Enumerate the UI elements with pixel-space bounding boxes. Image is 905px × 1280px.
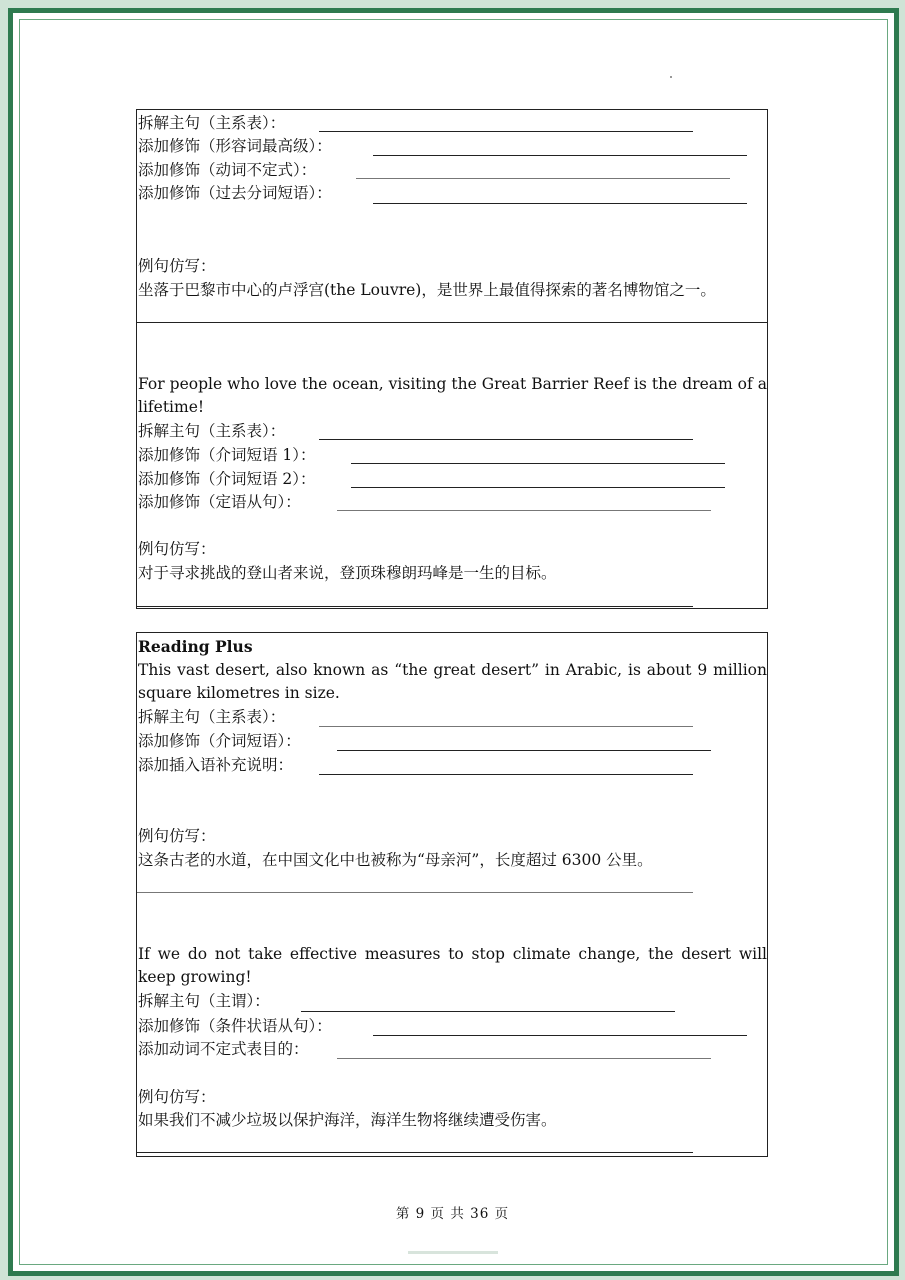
answer-blank[interactable] xyxy=(319,131,693,132)
prompt-line: 添加修饰（形容词最高级）： xyxy=(138,137,332,155)
answer-blank[interactable] xyxy=(337,1058,711,1059)
imitation-label: 例句仿写： xyxy=(138,827,216,845)
page-speck xyxy=(670,76,672,78)
prompt-line: 添加修饰（介词短语）： xyxy=(138,732,301,750)
prompt-line: 拆解主句（主系表）： xyxy=(138,708,286,726)
imitation-label: 例句仿写： xyxy=(138,1088,216,1106)
answer-blank[interactable] xyxy=(351,463,725,464)
answer-blank[interactable] xyxy=(373,155,747,156)
answer-blank[interactable] xyxy=(373,1035,747,1036)
prompt-line: 添加修饰（定语从句）： xyxy=(138,493,301,511)
prompt-line: 添加修饰（介词短语 1）： xyxy=(138,446,316,464)
answer-blank[interactable] xyxy=(337,750,711,751)
section-title: Reading Plus xyxy=(138,637,253,656)
prompt-line: 添加修饰（过去分词短语）： xyxy=(138,184,332,202)
answer-blank[interactable] xyxy=(319,726,693,727)
prompt-line: 添加插入语补充说明： xyxy=(138,756,294,774)
example-sentence: This vast desert, also known as “the great desert” in Arabic, is about 9 million square kilometres in size. xyxy=(138,661,767,702)
prompt-line: 拆解主句（主系表）： xyxy=(138,422,286,440)
prompt-line: 添加修饰（介词短语 2）： xyxy=(138,470,316,488)
answer-blank[interactable] xyxy=(351,487,725,488)
prompt-line: 拆解主句（主系表）： xyxy=(138,114,286,132)
imitation-sentence: 这条古老的水道，在中国文化中也被称为“母亲河”，长度超过 6300 公里。 xyxy=(138,851,653,869)
page-number: 第 9 页 共 36 页 xyxy=(395,1206,510,1222)
imitation-sentence: 坐落于巴黎市中心的卢浮宫(the Louvre)，是世界上最值得探索的著名博物馆之一。 xyxy=(138,281,716,299)
prompt-line: 添加修饰（条件状语从句）： xyxy=(138,1017,332,1035)
footer-smudge xyxy=(408,1251,498,1254)
answer-blank[interactable] xyxy=(337,510,711,511)
answer-blank[interactable] xyxy=(319,774,693,775)
example-sentence: For people who love the ocean, visiting the Great Barrier Reef is the dream of a lifetime! xyxy=(138,375,767,416)
answer-blank[interactable] xyxy=(373,203,747,204)
prompt-line: 添加动词不定式表目的： xyxy=(138,1040,309,1058)
example-sentence: If we do not take effective measures to stop climate change, the desert will keep growing! xyxy=(138,945,767,986)
answer-blank[interactable] xyxy=(137,892,693,893)
imitation-label: 例句仿写： xyxy=(138,540,216,558)
answer-blank[interactable] xyxy=(356,178,730,179)
answer-blank[interactable] xyxy=(319,439,693,440)
imitation-label: 例句仿写： xyxy=(138,257,216,275)
imitation-sentence: 对于寻求挑战的登山者来说，登顶珠穆朗玛峰是一生的目标。 xyxy=(138,564,557,582)
prompt-line: 添加修饰（动词不定式）： xyxy=(138,161,317,179)
imitation-sentence: 如果我们不减少垃圾以保护海洋，海洋生物将继续遭受伤害。 xyxy=(138,1111,557,1129)
answer-blank[interactable] xyxy=(137,1152,693,1153)
prompt-line: 拆解主句（主谓）： xyxy=(138,992,270,1010)
answer-blank[interactable] xyxy=(137,322,767,323)
reading-plus-box xyxy=(136,632,768,1157)
answer-blank[interactable] xyxy=(137,606,693,607)
exercise-box-1 xyxy=(136,109,768,609)
answer-blank[interactable] xyxy=(301,1011,675,1012)
